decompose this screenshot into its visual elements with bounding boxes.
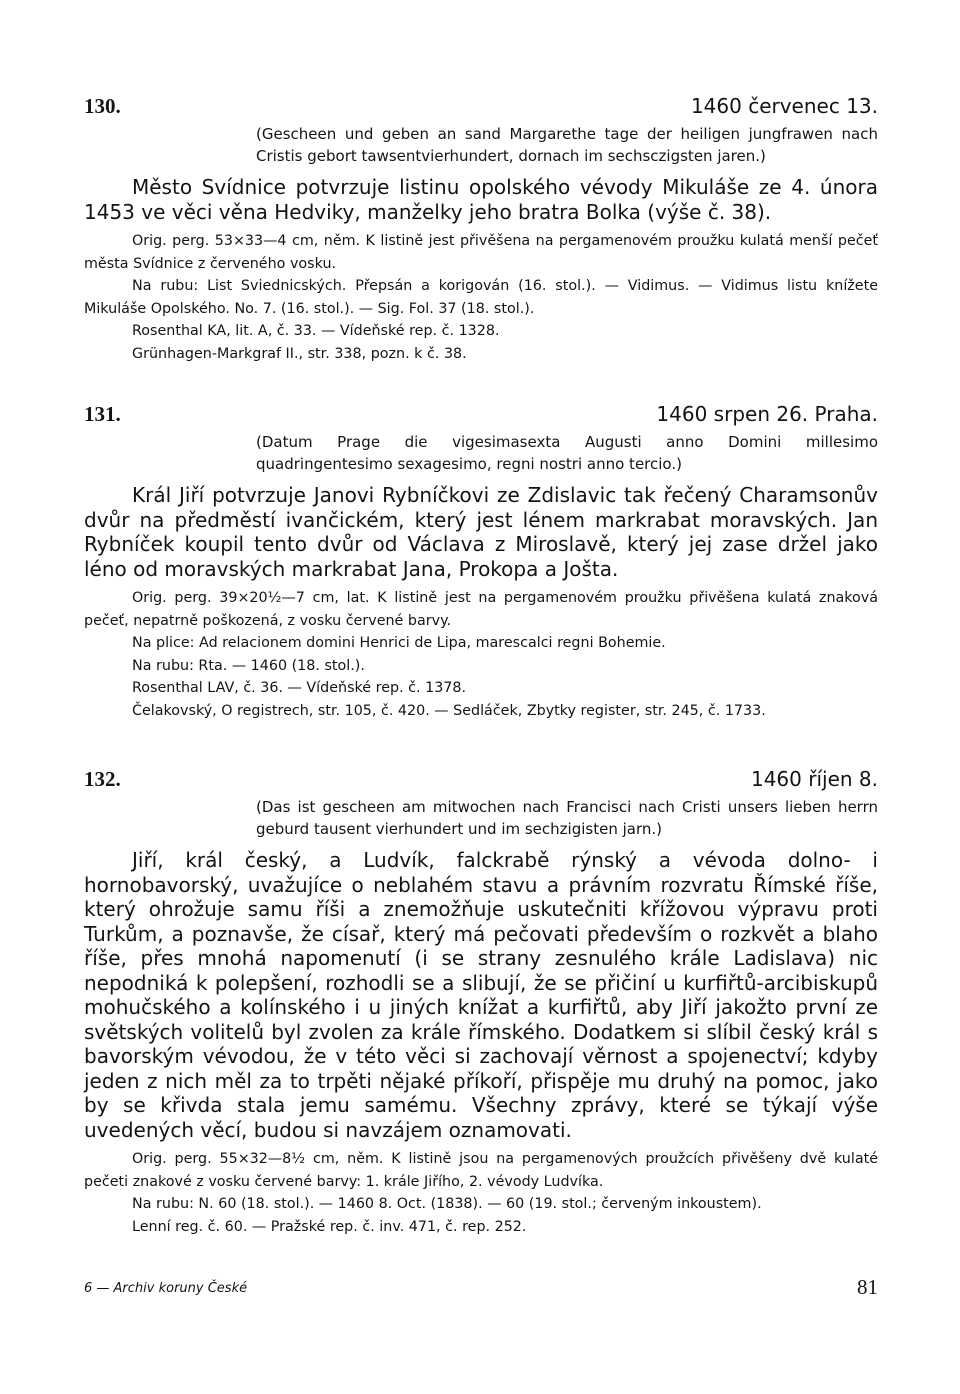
entry-131 (84, 402, 878, 722)
note-repertory: Rosenthal LAV, č. 36. — Vídeňské rep. č. 1378. (132, 680, 467, 696)
original-text-quote: (Gescheen und geben an sand Margarethe tage der heiligen jungfrawen nach Cristis gebort tawsentvierhundert, dornach im sechsczigsten jaren.) (256, 125, 878, 165)
entry-number: 132. (84, 767, 121, 791)
footer-signature: 6 — Archiv koruny České (84, 1281, 248, 1296)
entry-header (84, 402, 878, 432)
note-original: Orig. perg. 55×32—8½ cm, něm. K listině jsou na pergamenových proužcích přivěšeny dvě kulaté pečeti znakové z vosku červené barvy: 1. krále Jiřího, 2. vévody Ludvíka. (84, 1151, 878, 1190)
entry-header (84, 767, 878, 797)
original-text-quote: (Das ist gescheen am mitwochen nach Francisci nach Cristi unsers lieben herrn geburd tausent vierhundert und im sechzigisten jarn.) (256, 798, 878, 838)
entry-number: 130. (84, 94, 121, 118)
regest-text: Král Jiří potvrzuje Janovi Rybníčkovi ze Zdislavic tak řečený Charamsonův dvůr na předměstí ivančickém, který jest lénem markrabat moravských. Jan Rybníček koupil tento dvůr od Václava z Miroslavě, který jej zase držel jako léno od moravských markrabat Jana, Prokopa a Jošta. (84, 483, 878, 581)
note-repertory: Lenní reg. č. 60. — Pražské rep. č. inv. 471, č. rep. 252. (132, 1218, 527, 1235)
note-verso: Na rubu: N. 60 (18. stol.). — 1460 8. Oct. (1838). — 60 (19. stol.; červeným inkoustem). (132, 1196, 762, 1212)
note-literature: Čelakovský, O registrech, str. 105, č. 420. — Sedláček, Zbytky register, str. 245, č. 1733. (132, 702, 766, 719)
entry-date: 1460 říjen 8. (750, 767, 878, 791)
note-verso: Na rubu: Rta. — 1460 (18. stol.). (132, 657, 365, 674)
original-text-quote: (Datum Prage die vigesimasexta Augusti anno Domini millesimo quadringentesimo sexagesimo, regni nostri anno tercio.) (256, 433, 878, 473)
entry-header (84, 94, 878, 124)
entry-132 (84, 767, 878, 1238)
note-plica: Na plice: Ad relacionem domini Henrici de Lipa, marescalci regni Bohemie. (132, 635, 666, 651)
note-literature: Grünhagen-Markgraf II., str. 338, pozn. k č. 38. (132, 345, 467, 362)
entry-date: 1460 srpen 26. Praha. (656, 402, 878, 426)
note-repertory: Rosenthal KA, lit. A, č. 33. — Vídeňské rep. č. 1328. (132, 323, 500, 339)
note-verso: Na rubu: List Sviednicských. Přepsán a korigován (16. stol.). — Vidimus. — Vidimus listu knížete Mikuláše Opolského. No. 7. (16. stol.). — Sig. Fol. 37 (18. stol.). (84, 278, 878, 317)
regest-text: Město Svídnice potvrzuje listinu opolského vévody Mikuláše ze 4. února 1453 ve věci věna Hedviky, manželky jeho bratra Bolka (výše č. 38). (84, 175, 878, 224)
page-number: 81 (857, 1275, 878, 1299)
entry-130 (84, 94, 878, 365)
regest-text: Jiří, král český, a Ludvík, falckrabě rýnský a vévoda dolno- i hornobavorský, uvažujíce o neblahém stavu a právním rozvratu Římské říše, který ohrožuje samu říši a znemožňuje uskutečniti křížovou výpravu proti Turkům, a poznavše, že císař, který má pečovati především o rozkvět a blaho říše, přes mnohá napomenutí (i se strany zesnulého krále Ladislava) nic nepodniká k polepšení, rozhodli se a slibují, že se přičiní u kurfiřtů-arcibiskupů mohučského a kolínského i u jiných knížat a kurfiřtů, aby Jiří jakožto první ze světských volitelů byl zvolen za krále římského. Dodatkem si slíbil český král s bavorským vévodou, že v této věci si zachovají věrnost a spojenectví; kdyby jeden z nich měl za to trpěti nějaké příkoří, přispěje mu druhý na pomoc, jako by se křivda stala jemu samému. Všechny zprávy, které se týkají výše uvedených věcí, budou si navzájem oznamovati. (84, 848, 878, 1142)
entry-number: 131. (84, 402, 121, 426)
entry-date: 1460 červenec 13. (690, 94, 878, 118)
note-original: Orig. perg. 39×20½—7 cm, lat. K listině jest na pergamenovém proužku přivěšena kulatá znaková pečeť, nepatrně poškozená, z vosku červené barvy. (84, 590, 878, 629)
note-original: Orig. perg. 53×33—4 cm, něm. K listině jest přivěšena na pergamenovém proužku kulatá menší pečeť města Svídnice z červeného vosku. (84, 233, 878, 272)
